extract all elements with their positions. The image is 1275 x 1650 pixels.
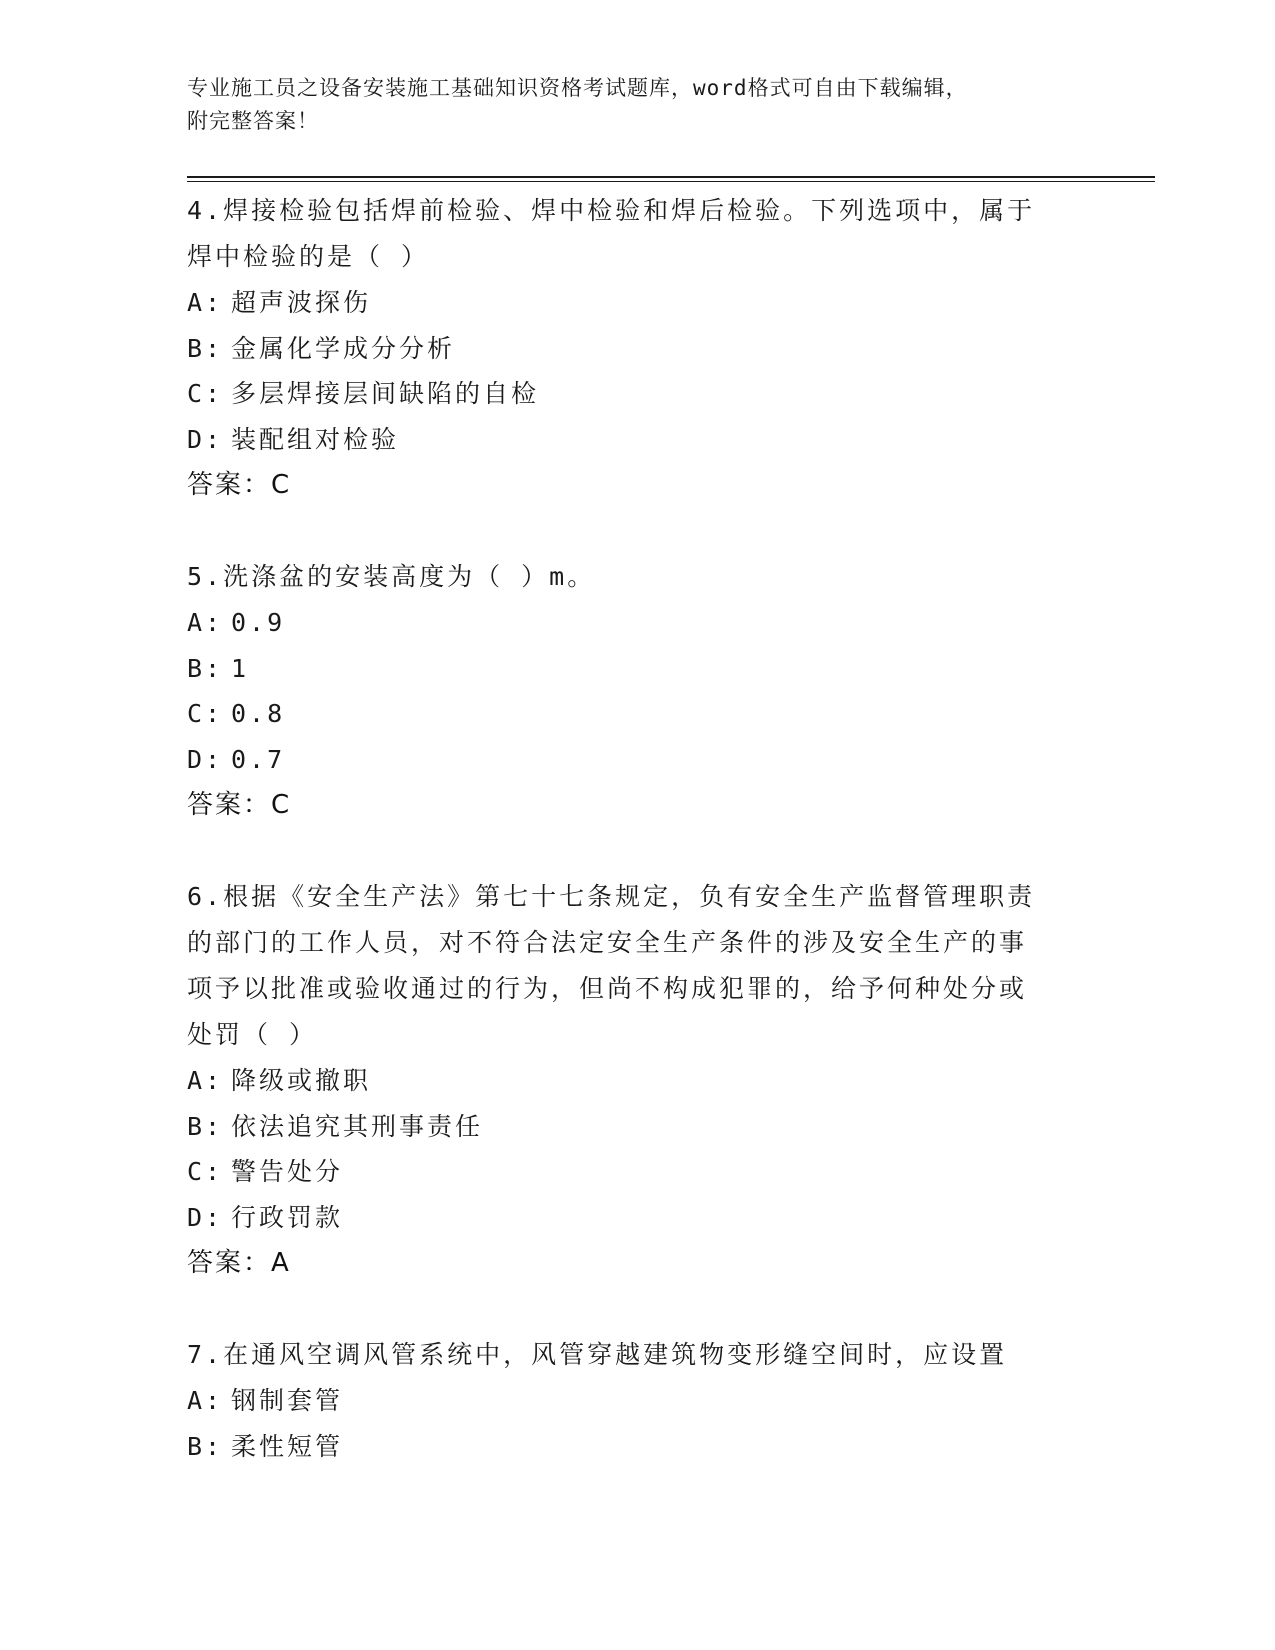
option-text: 行政罚款 (231, 1202, 344, 1232)
option-letter: B: (187, 1111, 224, 1141)
option-text: 警告处分 (231, 1157, 344, 1186)
question-stem-line: 的部门的工作人员，对不符合法定安全生产条件的涉及安全生产的事 (187, 928, 1028, 957)
option-letter: C: (187, 699, 224, 728)
option-letter: A: (187, 608, 224, 637)
option-text: 0.8 (231, 699, 286, 728)
question-stem-line: 7.在通风空调风管系统中，风管穿越建筑物变形缝空间时，应设置 (187, 1340, 1008, 1369)
option-text: 金属化学成分分析 (231, 333, 456, 363)
question-option (187, 1058, 1067, 1104)
option-letter: B: (187, 1431, 224, 1461)
question-block (187, 874, 1067, 1286)
question-option (187, 1378, 1067, 1424)
question-stem-line: 6.根据《安全生产法》第七十七条规定，负有安全生产监督管理职责 (187, 882, 1036, 911)
header-divider-thin (187, 181, 1155, 182)
option-letter: A: (187, 288, 224, 317)
question-option (187, 326, 1067, 372)
question-option (187, 691, 1067, 737)
option-letter: D: (187, 744, 224, 774)
question-stem-line: 5.洗涤盆的安装高度为（ ）m。 (187, 562, 596, 591)
option-text: 柔性短管 (231, 1431, 344, 1461)
option-letter: B: (187, 333, 224, 363)
option-text: 0.9 (231, 608, 286, 637)
question-stem-line: 处罚（ ） (187, 1020, 318, 1049)
question-stem-line: 项予以批准或验收通过的行为，但尚不构成犯罪的，给予何种处分或 (187, 974, 1028, 1003)
header-divider-thick (187, 176, 1155, 178)
question-option (187, 737, 1067, 783)
document-header (187, 72, 1087, 138)
option-text: 多层焊接层间缺陷的自检 (231, 379, 540, 408)
question-stem-line: 焊中检验的是（ ） (187, 242, 430, 271)
question-option (187, 646, 1067, 692)
question-option (187, 600, 1067, 646)
option-letter: C: (187, 379, 224, 408)
option-text: 钢制套管 (231, 1386, 344, 1415)
option-letter: D: (187, 1202, 224, 1232)
option-text: 降级或撤职 (231, 1066, 372, 1095)
question-option (187, 1195, 1067, 1241)
option-letter: A: (187, 1386, 224, 1415)
option-letter: D: (187, 424, 224, 454)
question-stem-line: 4.焊接检验包括焊前检验、焊中检验和焊后检验。下列选项中，属于 (187, 196, 1036, 225)
question-option (187, 371, 1067, 417)
question-option (187, 417, 1067, 463)
question-block (187, 1332, 1067, 1469)
question-option (187, 280, 1067, 326)
question-block (187, 188, 1067, 508)
question-option (187, 1424, 1067, 1470)
question-list (187, 188, 1067, 1515)
header-line-1: 专业施工员之设备安装施工基础知识资格考试题库，word格式可自由下载编辑， (187, 76, 968, 100)
option-text: 超声波探伤 (231, 288, 372, 317)
question-option (187, 1149, 1067, 1195)
answer-line: 答案：C (187, 470, 292, 500)
option-letter: C: (187, 1157, 224, 1186)
option-letter: B: (187, 653, 224, 683)
header-line-2: 附完整答案！ (187, 109, 319, 133)
option-text: 0.7 (231, 744, 286, 774)
option-text: 1 (231, 653, 250, 683)
question-option (187, 1104, 1067, 1150)
option-text: 依法追究其刑事责任 (231, 1111, 484, 1141)
answer-line: 答案：A (187, 1248, 291, 1278)
option-letter: A: (187, 1066, 224, 1095)
option-text: 装配组对检验 (231, 424, 400, 454)
question-block (187, 554, 1067, 828)
answer-line: 答案：C (187, 790, 292, 820)
